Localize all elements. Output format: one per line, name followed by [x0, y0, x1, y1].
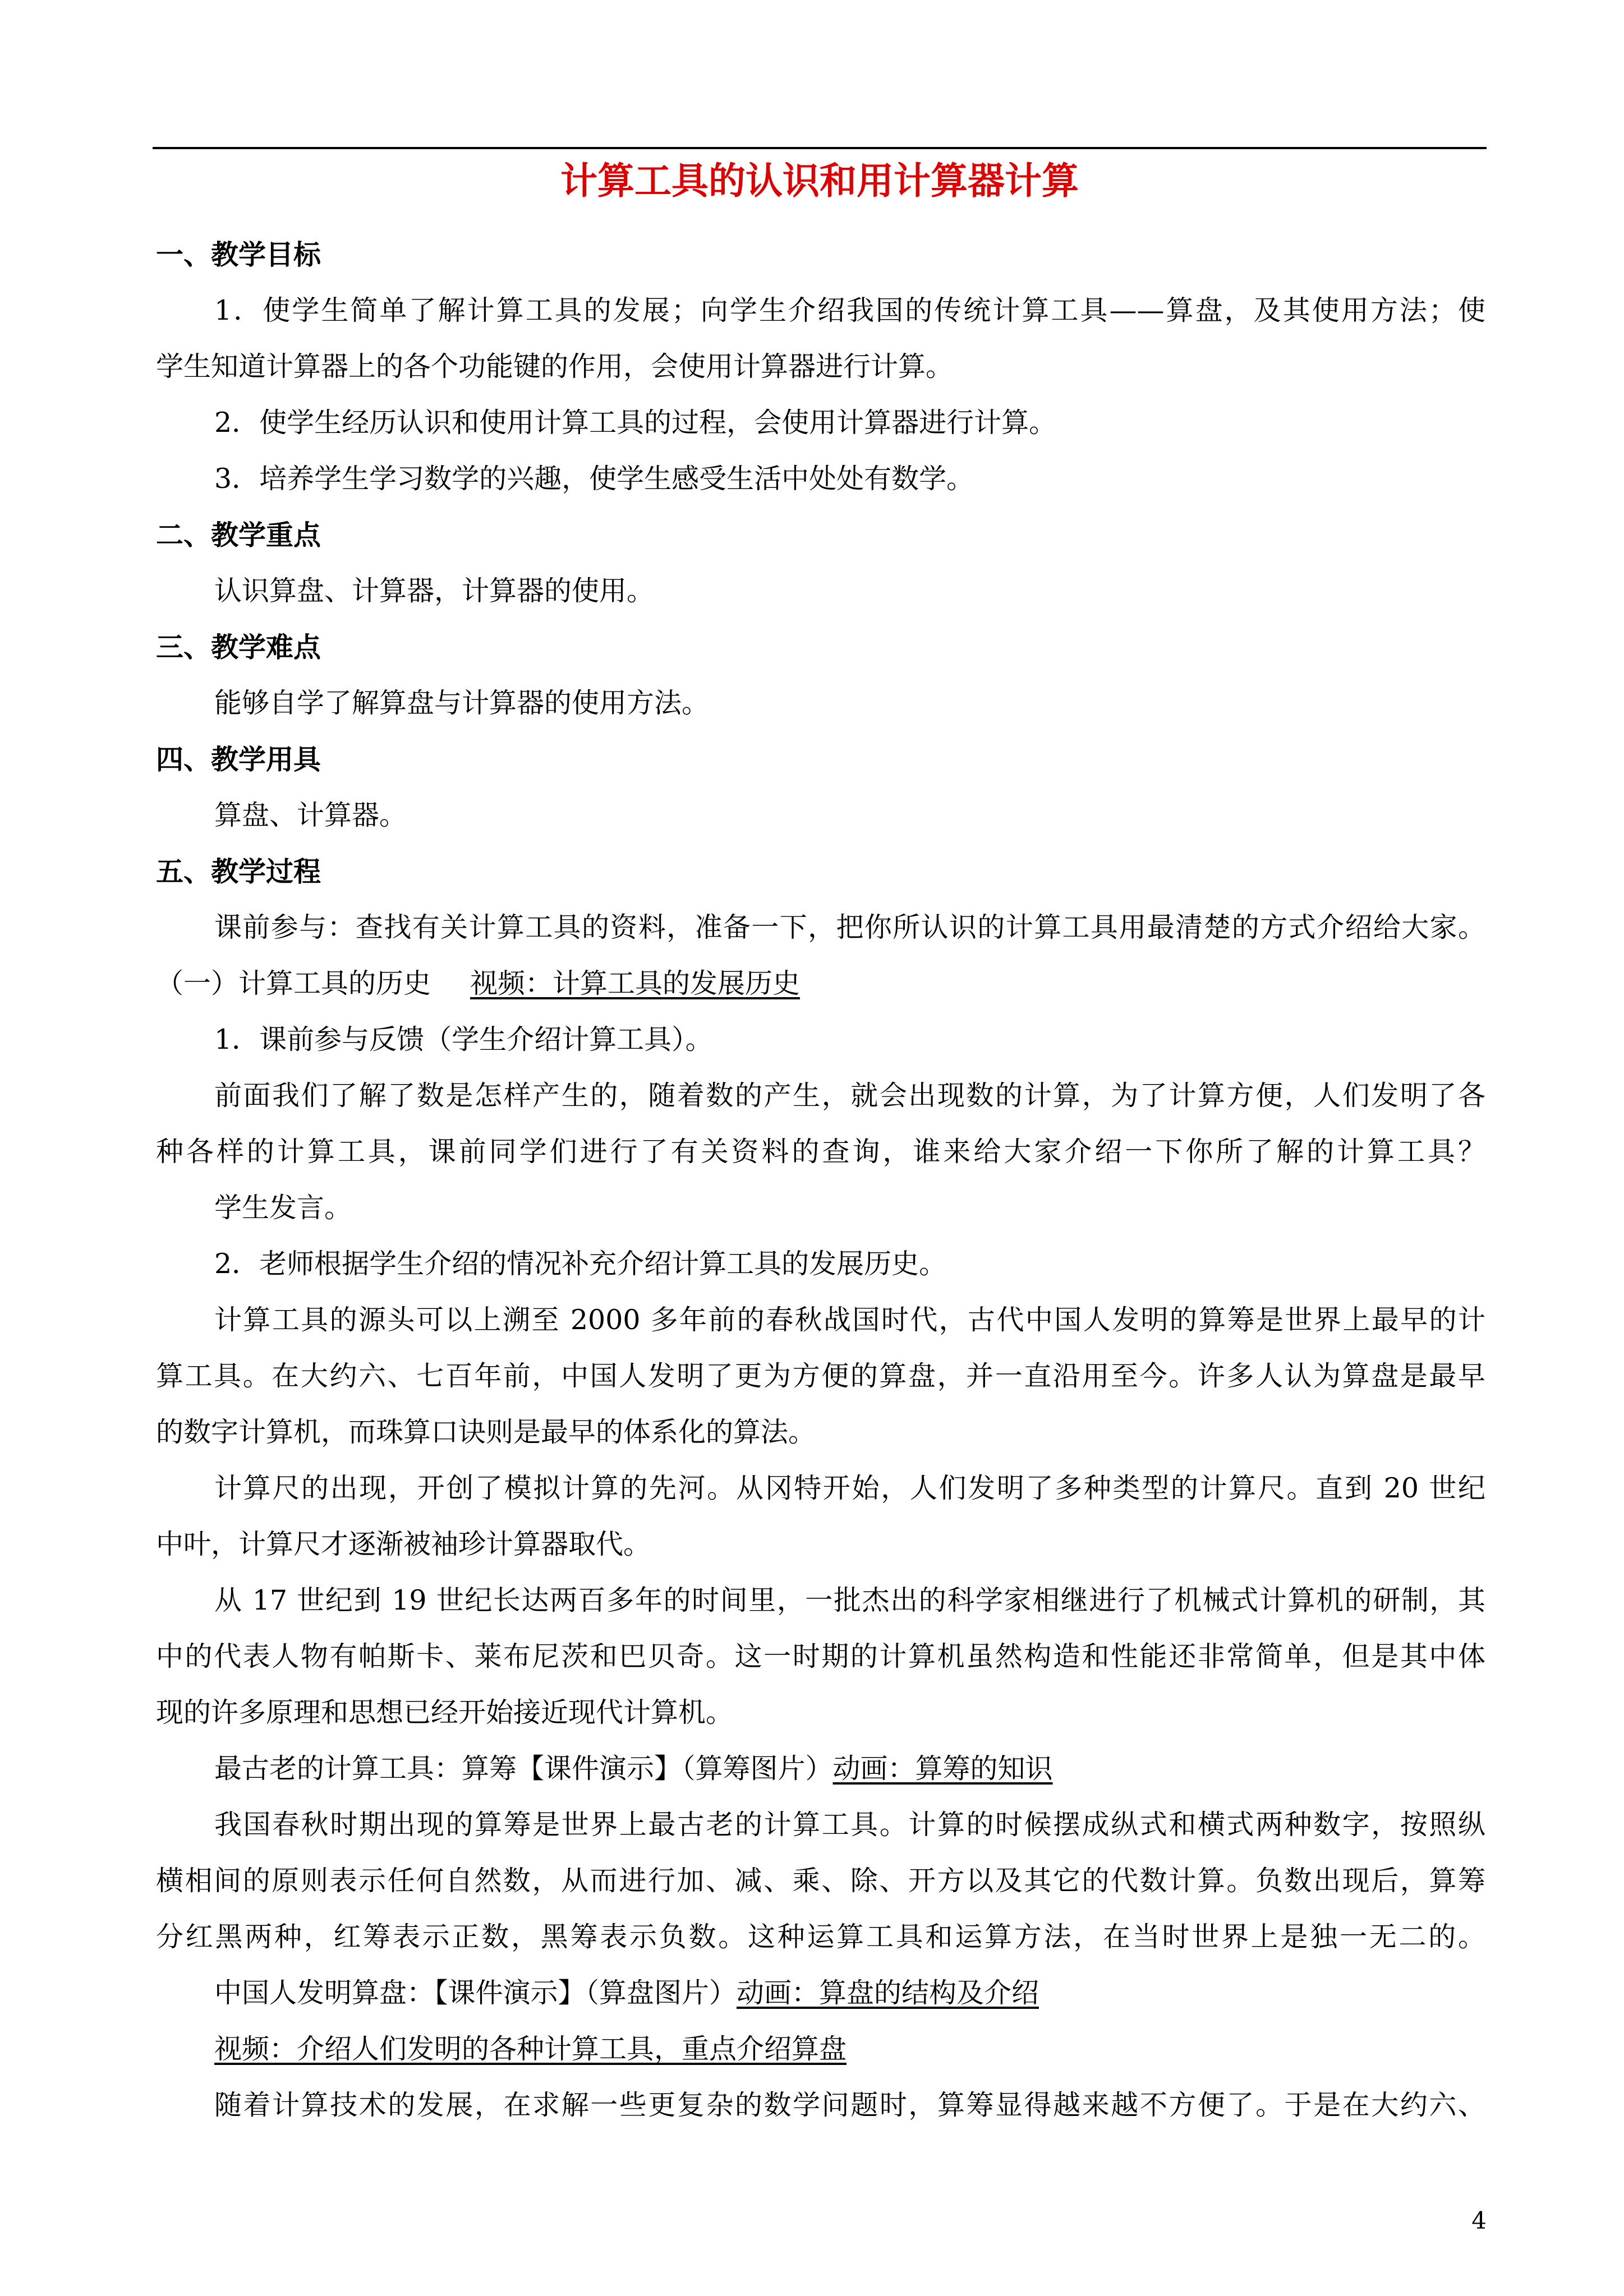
paragraph: 认识算盘、计算器，计算器的使用。	[214, 575, 655, 607]
paragraph: 中叶，计算尺才逐渐被袖珍计算器取代。	[156, 1528, 651, 1560]
paragraph-text: 最古老的计算工具：算筹【课件演示】（算筹图片）	[214, 1753, 833, 1785]
animation-link[interactable]: 动画：算盘的结构及介绍	[737, 1977, 1039, 2009]
paragraph: 前面我们了解了数是怎样产生的，随着数的产生，就会出现数的计算，为了计算方便，人们发明了各	[214, 1080, 1485, 1112]
paragraph: 计算尺的出现，开创了模拟计算的先河。从冈特开始，人们发明了多种类型的计算尺。直到 20 世纪	[214, 1472, 1485, 1504]
section-heading-process: 五、教学过程	[156, 855, 321, 888]
paragraph: 横相间的原则表示任何自然数，从而进行加、减、乘、除、开方以及其它的代数计算。负数出现后，算筹	[156, 1865, 1485, 1897]
subsection-heading	[156, 956, 1485, 1012]
paragraph: 学生知道计算器上的各个功能键的作用，会使用计算器进行计算。	[156, 351, 954, 382]
header-rule	[153, 147, 1487, 149]
paragraph: 现的许多原理和思想已经开始接近现代计算机。	[156, 1696, 734, 1728]
paragraph: 分红黑两种，红筹表示正数，黑筹表示负数。这种运算工具和运算方法，在当时世界上是独一无二的。	[156, 1921, 1485, 1953]
paragraph	[156, 1741, 1485, 1797]
paragraph: 种各样的计算工具，课前同学们进行了有关资料的查询，谁来给大家介绍一下你所了解的计算工具？	[156, 1136, 1485, 1168]
paragraph: 3．培养学生学习数学的兴趣，使学生感受生活中处处有数学。	[214, 463, 974, 495]
section-heading-tools: 四、教学用具	[156, 743, 321, 776]
paragraph: 随着计算技术的发展，在求解一些更复杂的数学问题时，算筹显得越来越不方便了。于是在大约六、	[214, 2089, 1485, 2121]
paragraph: 2．老师根据学生介绍的情况补充介绍计算工具的发展历史。	[214, 1248, 947, 1280]
paragraph: 1．课前参与反馈（学生介绍计算工具）。	[214, 1023, 713, 1055]
paragraph: 算工具。在大约六、七百年前，中国人发明了更为方便的算盘，并一直沿用至今。许多人认为算盘是最早	[156, 1360, 1485, 1392]
section-heading-key-point: 二、教学重点	[156, 519, 321, 551]
video-link[interactable]: 视频：介绍人们发明的各种计算工具，重点介绍算盘	[214, 2033, 847, 2065]
paragraph: 算盘、计算器。	[214, 799, 407, 831]
paragraph: 中的代表人物有帕斯卡、莱布尼茨和巴贝奇。这一时期的计算机虽然构造和性能还非常简单，但是其中体	[156, 1640, 1485, 1672]
paragraph: 课前参与：查找有关计算工具的资料，准备一下，把你所认识的计算工具用最清楚的方式介绍给大家。	[214, 911, 1485, 943]
paragraph: 我国春秋时期出现的算筹是世界上最古老的计算工具。计算的时候摆成纵式和横式两种数字，按照纵	[214, 1809, 1485, 1841]
paragraph-text: 中国人发明算盘：【课件演示】（算盘图片）	[214, 1977, 737, 2009]
animation-link[interactable]: 动画：算筹的知识	[832, 1753, 1053, 1785]
page-title: 计算工具的认识和用计算器计算	[560, 159, 1079, 202]
section-heading-goals: 一、教学目标	[156, 238, 321, 271]
paragraph: 2．使学生经历认识和使用计算工具的过程，会使用计算器进行计算。	[214, 407, 1057, 439]
video-link[interactable]: 视频：计算工具的发展历史	[470, 967, 801, 999]
paragraph: 能够自学了解算盘与计算器的使用方法。	[214, 687, 710, 719]
paragraph	[156, 1965, 1485, 2021]
paragraph: 从 17 世纪到 19 世纪长达两百多年的时间里，一批杰出的科学家相继进行了机械式计算机的研制，其	[214, 1584, 1485, 1616]
paragraph: 的数字计算机，而珠算口诀则是最早的体系化的算法。	[156, 1416, 816, 1448]
subsection-label: （一）计算工具的历史	[156, 967, 431, 999]
paragraph: 学生发言。	[214, 1192, 352, 1224]
paragraph: 1．使学生简单了解计算工具的发展；向学生介绍我国的传统计算工具——算盘，及其使用方法；使	[214, 294, 1485, 326]
document-body	[156, 227, 1485, 2133]
section-heading-difficulty: 三、教学难点	[156, 631, 321, 663]
paragraph	[156, 2021, 1485, 2077]
page-number: 4	[1471, 2207, 1487, 2234]
paragraph: 计算工具的源头可以上溯至 2000 多年前的春秋战国时代，古代中国人发明的算筹是世界上最早的计	[214, 1304, 1485, 1336]
